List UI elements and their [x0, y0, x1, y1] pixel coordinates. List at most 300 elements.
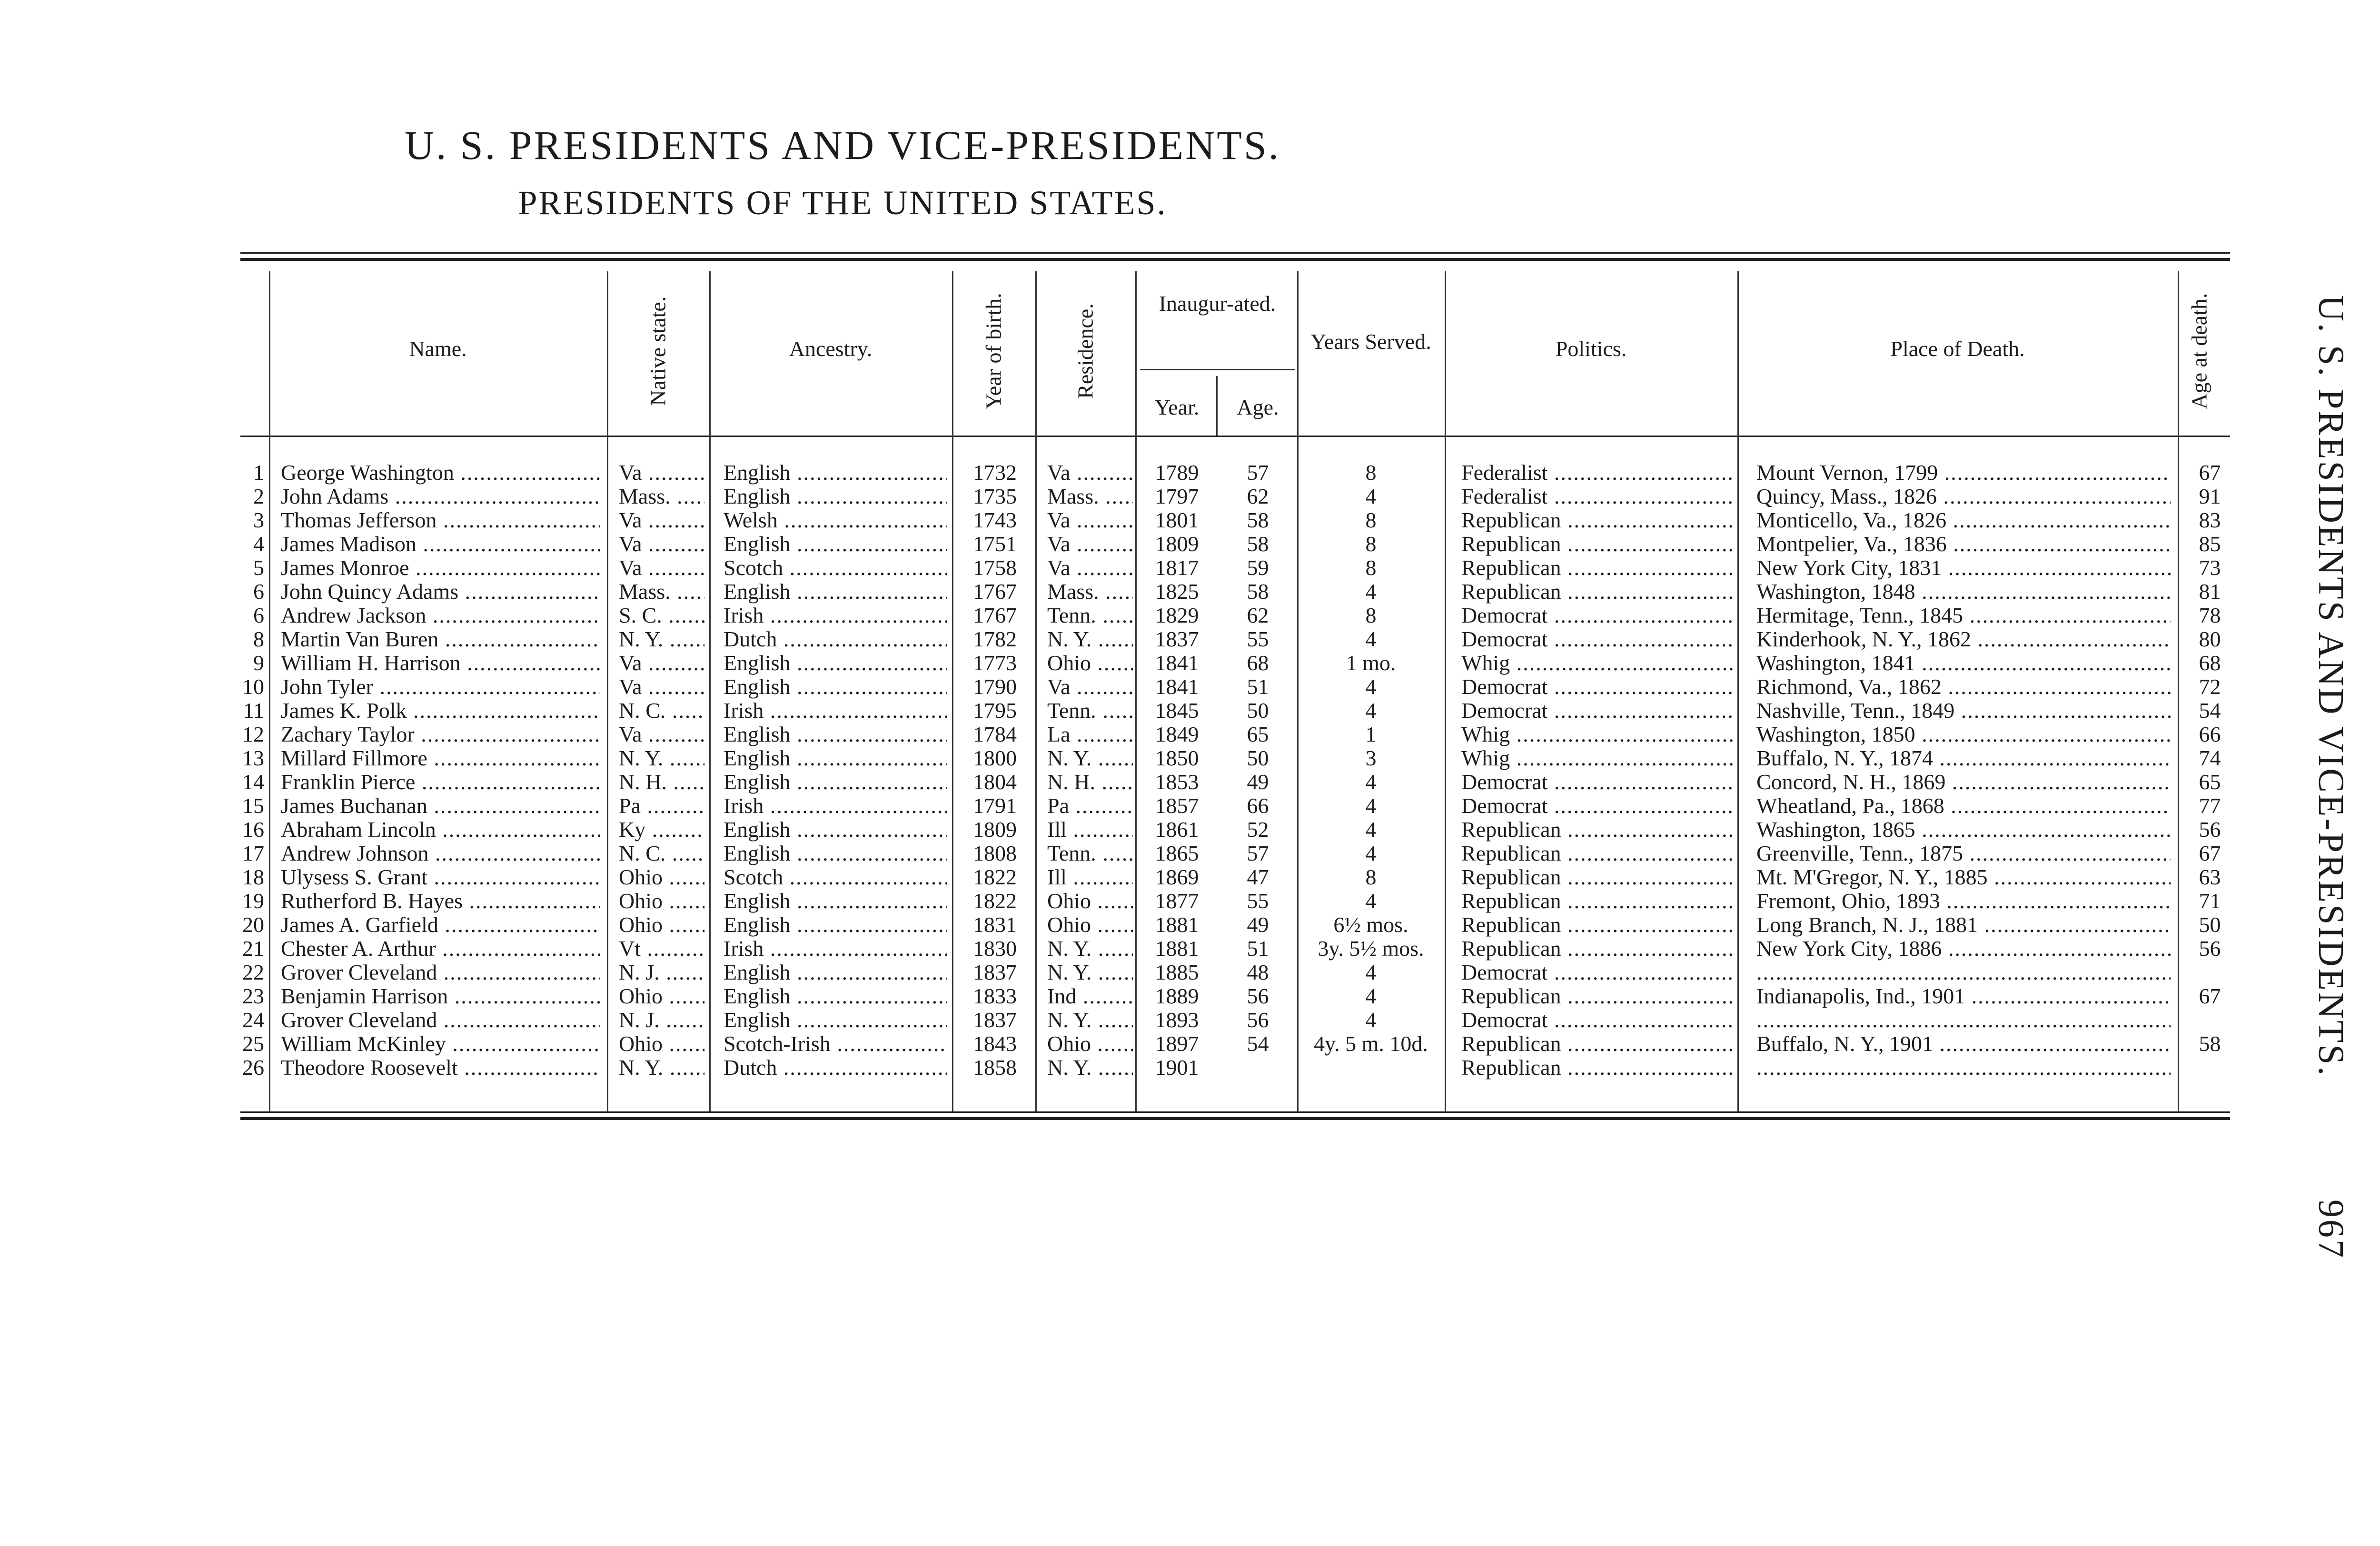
president-name: Zachary Taylor .....	[281, 723, 600, 746]
politics: Democrat .....	[1461, 794, 1735, 818]
year-of-birth: 1808	[973, 842, 1017, 865]
header-politics: Politics.	[1555, 337, 1627, 361]
native-state: Ohio .....	[619, 984, 704, 1008]
row-number: 22	[242, 961, 264, 984]
inaugurated-age: 68	[1247, 651, 1269, 675]
years-served: 4	[1365, 675, 1377, 699]
year-of-birth: 1743	[973, 508, 1017, 532]
years-served: 4	[1365, 485, 1377, 508]
president-name: James Madison .....	[281, 532, 600, 556]
years-served: 8	[1365, 532, 1377, 556]
years-served: 8	[1365, 604, 1377, 627]
ancestry: English .....	[724, 723, 947, 746]
native-state: Va .....	[619, 651, 704, 675]
politics: Democrat .....	[1461, 699, 1735, 723]
age-at-death: 77	[2199, 794, 2221, 818]
age-at-death: 74	[2199, 746, 2221, 770]
year-of-birth: 1735	[973, 485, 1017, 508]
president-name: Grover Cleveland .....	[281, 961, 600, 984]
place-of-death: Long Branch, N. J., 1881 .....	[1756, 913, 2171, 937]
place-of-death: Nashville, Tenn., 1849 .....	[1756, 699, 2171, 723]
residence: Tenn. .....	[1047, 604, 1133, 627]
place-of-death: Washington, 1865 .....	[1756, 818, 2171, 842]
age-at-death: 83	[2199, 508, 2221, 532]
table-row	[0, 961, 2237, 984]
native-state: Ohio .....	[619, 865, 704, 889]
age-at-death: 56	[2199, 937, 2221, 961]
residence: Mass. .....	[1047, 485, 1133, 508]
politics: Republican .....	[1461, 818, 1735, 842]
year-of-birth: 1837	[973, 1008, 1017, 1032]
president-name: Millard Fillmore .....	[281, 746, 600, 770]
row-number: 4	[253, 532, 264, 556]
residence: N. Y. .....	[1047, 961, 1133, 984]
politics: Republican .....	[1461, 913, 1735, 937]
table-row	[0, 675, 2237, 699]
ancestry: Scotch .....	[724, 556, 947, 580]
inaugurated-age: 47	[1247, 865, 1269, 889]
native-state: N. J. .....	[619, 961, 704, 984]
inaugurated-year: 1893	[1155, 1008, 1199, 1032]
table-row	[0, 818, 2237, 842]
table-row	[0, 699, 2237, 723]
native-state: N. H. .....	[619, 770, 704, 794]
place-of-death: Buffalo, N. Y., 1901 .....	[1756, 1032, 2171, 1056]
row-number: 24	[242, 1008, 264, 1032]
inaugurated-year: 1897	[1155, 1032, 1199, 1056]
president-name: Martin Van Buren .....	[281, 627, 600, 651]
politics: Whig .....	[1461, 746, 1735, 770]
residence: N. Y. .....	[1047, 937, 1133, 961]
table-row	[0, 937, 2237, 961]
row-number: 3	[253, 508, 264, 532]
year-of-birth: 1773	[973, 651, 1017, 675]
side-running-title: U. S. PRESIDENTS AND VICE-PRESIDENTS.	[2311, 295, 2351, 1078]
place-of-death: Indianapolis, Ind., 1901 .....	[1756, 984, 2171, 1008]
years-served: 1 mo.	[1346, 651, 1396, 675]
years-served: 4y. 5 m. 10d.	[1314, 1032, 1428, 1056]
inaugurated-year: 1849	[1155, 723, 1199, 746]
age-at-death: 72	[2199, 675, 2221, 699]
native-state: Va .....	[619, 723, 704, 746]
years-served: 4	[1365, 1008, 1377, 1032]
ancestry: Irish .....	[724, 937, 947, 961]
politics: Republican .....	[1461, 1056, 1735, 1080]
place-of-death: Kinderhook, N. Y., 1862 .....	[1756, 627, 2171, 651]
inaugurated-age: 49	[1247, 913, 1269, 937]
native-state: Va .....	[619, 461, 704, 485]
native-state: N. Y. .....	[619, 746, 704, 770]
inaugurated-year: 1797	[1155, 485, 1199, 508]
row-number: 1	[253, 461, 264, 485]
residence: Ill .....	[1047, 865, 1133, 889]
inaugurated-age: 48	[1247, 961, 1269, 984]
president-name: Theodore Roosevelt .....	[281, 1056, 600, 1080]
table-row	[0, 532, 2237, 556]
age-at-death: 81	[2199, 580, 2221, 604]
years-served: 4	[1365, 580, 1377, 604]
age-at-death: 66	[2199, 723, 2221, 746]
native-state: N. C. .....	[619, 699, 704, 723]
table-row	[0, 913, 2237, 937]
year-of-birth: 1795	[973, 699, 1017, 723]
table-row	[0, 485, 2237, 508]
politics: Republican .....	[1461, 889, 1735, 913]
inaugurated-age: 65	[1247, 723, 1269, 746]
president-name: James Buchanan .....	[281, 794, 600, 818]
years-served: 4	[1365, 961, 1377, 984]
age-at-death: 63	[2199, 865, 2221, 889]
page-title: U. S. PRESIDENTS AND VICE-PRESIDENTS.	[404, 122, 1281, 168]
age-at-death: 80	[2199, 627, 2221, 651]
year-of-birth: 1791	[973, 794, 1017, 818]
year-of-birth: 1767	[973, 604, 1017, 627]
row-number: 20	[242, 913, 264, 937]
president-name: James A. Garfield .....	[281, 913, 600, 937]
native-state: N. Y. .....	[619, 627, 704, 651]
native-state: Mass. .....	[619, 485, 704, 508]
ancestry: English .....	[724, 961, 947, 984]
inaugurated-age: 57	[1247, 461, 1269, 485]
years-served: 8	[1365, 461, 1377, 485]
president-name: Thomas Jefferson .....	[281, 508, 600, 532]
table-row	[0, 794, 2237, 818]
politics: Republican .....	[1461, 937, 1735, 961]
place-of-death: Mt. M'Gregor, N. Y., 1885 .....	[1756, 865, 2171, 889]
page-number: 967	[2311, 1199, 2351, 1259]
president-name: George Washington .....	[281, 461, 600, 485]
ancestry: English .....	[724, 746, 947, 770]
ancestry: Irish .....	[724, 604, 947, 627]
table-row	[0, 770, 2237, 794]
residence: Tenn. .....	[1047, 699, 1133, 723]
age-at-death: 65	[2199, 770, 2221, 794]
politics: Republican .....	[1461, 984, 1735, 1008]
place-of-death	[1756, 1056, 2171, 1080]
header-place-of-death: Place of Death.	[1890, 337, 2025, 361]
inaugurated-year: 1885	[1155, 961, 1199, 984]
row-number: 6	[253, 604, 264, 627]
residence: La .....	[1047, 723, 1133, 746]
ancestry: English .....	[724, 651, 947, 675]
politics: Democrat .....	[1461, 627, 1735, 651]
table-row	[0, 508, 2237, 532]
place-of-death	[1756, 961, 2171, 984]
inaugurated-age: 66	[1247, 794, 1269, 818]
native-state: Ohio .....	[619, 1032, 704, 1056]
header-age-at-death: Age at death.	[2187, 293, 2211, 409]
inaugurated-year: 1861	[1155, 818, 1199, 842]
year-of-birth: 1822	[973, 889, 1017, 913]
president-name: William McKinley .....	[281, 1032, 600, 1056]
native-state: Ky .....	[619, 818, 704, 842]
place-of-death: Concord, N. H., 1869 .....	[1756, 770, 2171, 794]
ancestry: English .....	[724, 889, 947, 913]
inaugurated-year: 1841	[1155, 651, 1199, 675]
ancestry: Dutch .....	[724, 627, 947, 651]
table-row	[0, 865, 2237, 889]
years-served: 8	[1365, 556, 1377, 580]
age-at-death: 50	[2199, 913, 2221, 937]
year-of-birth: 1782	[973, 627, 1017, 651]
native-state: Va .....	[619, 508, 704, 532]
president-name: Benjamin Harrison .....	[281, 984, 600, 1008]
inaugurated-age: 52	[1247, 818, 1269, 842]
politics: Republican .....	[1461, 1032, 1735, 1056]
row-number: 17	[242, 842, 264, 865]
president-name: Andrew Johnson .....	[281, 842, 600, 865]
age-at-death: 85	[2199, 532, 2221, 556]
row-number: 8	[253, 627, 264, 651]
native-state: Vt .....	[619, 937, 704, 961]
residence: Ill .....	[1047, 818, 1133, 842]
residence: Va .....	[1047, 556, 1133, 580]
row-number: 26	[242, 1056, 264, 1080]
table-row	[0, 604, 2237, 627]
row-number: 2	[253, 485, 264, 508]
table-row	[0, 984, 2237, 1008]
inaugurated-age: 56	[1247, 984, 1269, 1008]
place-of-death: Mount Vernon, 1799 .....	[1756, 461, 2171, 485]
inaugurated-year: 1817	[1155, 556, 1199, 580]
row-number: 15	[242, 794, 264, 818]
inaugurated-age: 58	[1247, 508, 1269, 532]
inaugurated-age: 55	[1247, 627, 1269, 651]
years-served: 4	[1365, 699, 1377, 723]
header-inaugurated: Inaugur-ated.	[1159, 291, 1276, 316]
place-of-death: Fremont, Ohio, 1893 .....	[1756, 889, 2171, 913]
year-of-birth: 1804	[973, 770, 1017, 794]
politics: Federalist .....	[1461, 461, 1735, 485]
place-of-death: Buffalo, N. Y., 1874 .....	[1756, 746, 2171, 770]
table-row	[0, 842, 2237, 865]
president-name: John Quincy Adams .....	[281, 580, 600, 604]
place-of-death: Washington, 1848 .....	[1756, 580, 2171, 604]
bottom-rule-thin	[240, 1111, 2230, 1113]
column-divider	[1216, 376, 1218, 436]
place-of-death: New York City, 1831 .....	[1756, 556, 2171, 580]
years-served: 4	[1365, 627, 1377, 651]
ancestry: English .....	[724, 461, 947, 485]
ancestry: English .....	[724, 842, 947, 865]
years-served: 4	[1365, 842, 1377, 865]
header-years-served: Years Served.	[1310, 329, 1431, 354]
president-name: Ulysess S. Grant .....	[281, 865, 600, 889]
inaugurated-year: 1825	[1155, 580, 1199, 604]
place-of-death: Washington, 1841 .....	[1756, 651, 2171, 675]
table-row	[0, 723, 2237, 746]
native-state: N. Y. .....	[619, 1056, 704, 1080]
header-residence: Residence.	[1073, 303, 1098, 399]
residence: N. Y. .....	[1047, 627, 1133, 651]
inaugurated-age: 58	[1247, 532, 1269, 556]
table-row	[0, 1032, 2237, 1056]
age-at-death: 73	[2199, 556, 2221, 580]
residence: N. H. .....	[1047, 770, 1133, 794]
politics: Republican .....	[1461, 556, 1735, 580]
years-served: 4	[1365, 794, 1377, 818]
inaugurated-year: 1869	[1155, 865, 1199, 889]
politics: Whig .....	[1461, 723, 1735, 746]
residence: Va .....	[1047, 532, 1133, 556]
years-served: 4	[1365, 984, 1377, 1008]
year-of-birth: 1831	[973, 913, 1017, 937]
years-served: 8	[1365, 508, 1377, 532]
politics: Democrat .....	[1461, 770, 1735, 794]
president-name: Andrew Jackson .....	[281, 604, 600, 627]
row-number: 19	[242, 889, 264, 913]
header-year: Year.	[1154, 395, 1200, 419]
table-row	[0, 556, 2237, 580]
residence: N. Y. .....	[1047, 1008, 1133, 1032]
inaugurated-age: 56	[1247, 1008, 1269, 1032]
age-at-death: 91	[2199, 485, 2221, 508]
politics: Federalist .....	[1461, 485, 1735, 508]
ancestry: Irish .....	[724, 794, 947, 818]
bottom-rule-thick	[240, 1117, 2230, 1120]
row-number: 14	[242, 770, 264, 794]
inaugurated-age: 57	[1247, 842, 1269, 865]
year-of-birth: 1751	[973, 532, 1017, 556]
ancestry: Welsh .....	[724, 508, 947, 532]
native-state: Ohio .....	[619, 889, 704, 913]
row-number: 6	[253, 580, 264, 604]
native-state: Pa .....	[619, 794, 704, 818]
inaugurated-year: 1901	[1155, 1056, 1199, 1080]
header-ancestry: Ancestry.	[789, 337, 873, 361]
row-number: 18	[242, 865, 264, 889]
place-of-death: Hermitage, Tenn., 1845 .....	[1756, 604, 2171, 627]
ancestry: English .....	[724, 1008, 947, 1032]
years-served: 4	[1365, 770, 1377, 794]
residence: Ohio .....	[1047, 651, 1133, 675]
politics: Republican .....	[1461, 532, 1735, 556]
place-of-death: Wheatland, Pa., 1868 .....	[1756, 794, 2171, 818]
age-at-death: 71	[2199, 889, 2221, 913]
age-at-death: 67	[2199, 984, 2221, 1008]
inaugurated-sub-rule	[1140, 369, 1295, 370]
place-of-death: Monticello, Va., 1826 .....	[1756, 508, 2171, 532]
year-of-birth: 1837	[973, 961, 1017, 984]
age-at-death: 58	[2199, 1032, 2221, 1056]
inaugurated-year: 1809	[1155, 532, 1199, 556]
native-state: Va .....	[619, 556, 704, 580]
politics: Republican .....	[1461, 865, 1735, 889]
ancestry: Scotch-Irish .....	[724, 1032, 947, 1056]
age-at-death: 67	[2199, 461, 2221, 485]
inaugurated-year: 1877	[1155, 889, 1199, 913]
year-of-birth: 1758	[973, 556, 1017, 580]
native-state: Va .....	[619, 675, 704, 699]
native-state: Mass. .....	[619, 580, 704, 604]
years-served: 3	[1365, 746, 1377, 770]
year-of-birth: 1830	[973, 937, 1017, 961]
year-of-birth: 1784	[973, 723, 1017, 746]
top-rule-thick	[240, 258, 2230, 261]
ancestry: Scotch .....	[724, 865, 947, 889]
politics: Republican .....	[1461, 580, 1735, 604]
politics: Democrat .....	[1461, 604, 1735, 627]
row-number: 11	[243, 699, 264, 723]
residence: Ohio .....	[1047, 1032, 1133, 1056]
row-number: 12	[242, 723, 264, 746]
inaugurated-age: 51	[1247, 937, 1269, 961]
ancestry: English .....	[724, 485, 947, 508]
inaugurated-year: 1837	[1155, 627, 1199, 651]
year-of-birth: 1858	[973, 1056, 1017, 1080]
years-served: 6½ mos.	[1333, 913, 1408, 937]
inaugurated-age: 49	[1247, 770, 1269, 794]
politics: Democrat .....	[1461, 1008, 1735, 1032]
ancestry: English .....	[724, 532, 947, 556]
politics: Democrat .....	[1461, 961, 1735, 984]
inaugurated-age: 62	[1247, 604, 1269, 627]
politics: Whig .....	[1461, 651, 1735, 675]
year-of-birth: 1833	[973, 984, 1017, 1008]
row-number: 25	[242, 1032, 264, 1056]
year-of-birth: 1767	[973, 580, 1017, 604]
age-at-death: 78	[2199, 604, 2221, 627]
president-name: Grover Cleveland .....	[281, 1008, 600, 1032]
inaugurated-year: 1845	[1155, 699, 1199, 723]
header-name: Name.	[409, 337, 467, 361]
years-served: 8	[1365, 865, 1377, 889]
residence: Va .....	[1047, 461, 1133, 485]
place-of-death: Greenville, Tenn., 1875 .....	[1756, 842, 2171, 865]
inaugurated-age: 50	[1247, 746, 1269, 770]
table-row	[0, 889, 2237, 913]
residence: Ohio .....	[1047, 889, 1133, 913]
ancestry: English .....	[724, 675, 947, 699]
row-number: 10	[242, 675, 264, 699]
residence: Va .....	[1047, 508, 1133, 532]
age-at-death: 67	[2199, 842, 2221, 865]
place-of-death: Montpelier, Va., 1836 .....	[1756, 532, 2171, 556]
inaugurated-age: 51	[1247, 675, 1269, 699]
inaugurated-age: 58	[1247, 580, 1269, 604]
age-at-death: 54	[2199, 699, 2221, 723]
row-number: 13	[242, 746, 264, 770]
president-name: James Monroe .....	[281, 556, 600, 580]
year-of-birth: 1822	[973, 865, 1017, 889]
inaugurated-year: 1865	[1155, 842, 1199, 865]
header-native-state: Native state.	[645, 296, 670, 406]
inaugurated-year: 1789	[1155, 461, 1199, 485]
president-name: Franklin Pierce .....	[281, 770, 600, 794]
place-of-death	[1756, 1008, 2171, 1032]
table-row	[0, 461, 2237, 485]
ancestry: English .....	[724, 818, 947, 842]
inaugurated-year: 1829	[1155, 604, 1199, 627]
president-name: John Adams .....	[281, 485, 600, 508]
native-state: Ohio .....	[619, 913, 704, 937]
inaugurated-year: 1850	[1155, 746, 1199, 770]
ancestry: English .....	[724, 770, 947, 794]
inaugurated-year: 1801	[1155, 508, 1199, 532]
table-row	[0, 1056, 2237, 1080]
ancestry: Dutch .....	[724, 1056, 947, 1080]
president-name: Rutherford B. Hayes .....	[281, 889, 600, 913]
age-at-death: 56	[2199, 818, 2221, 842]
inaugurated-age: 62	[1247, 485, 1269, 508]
row-number: 21	[242, 937, 264, 961]
years-served: 4	[1365, 889, 1377, 913]
row-number: 5	[253, 556, 264, 580]
politics: Democrat .....	[1461, 675, 1735, 699]
president-name: James K. Polk .....	[281, 699, 600, 723]
ancestry: Irish .....	[724, 699, 947, 723]
years-served: 1	[1365, 723, 1377, 746]
